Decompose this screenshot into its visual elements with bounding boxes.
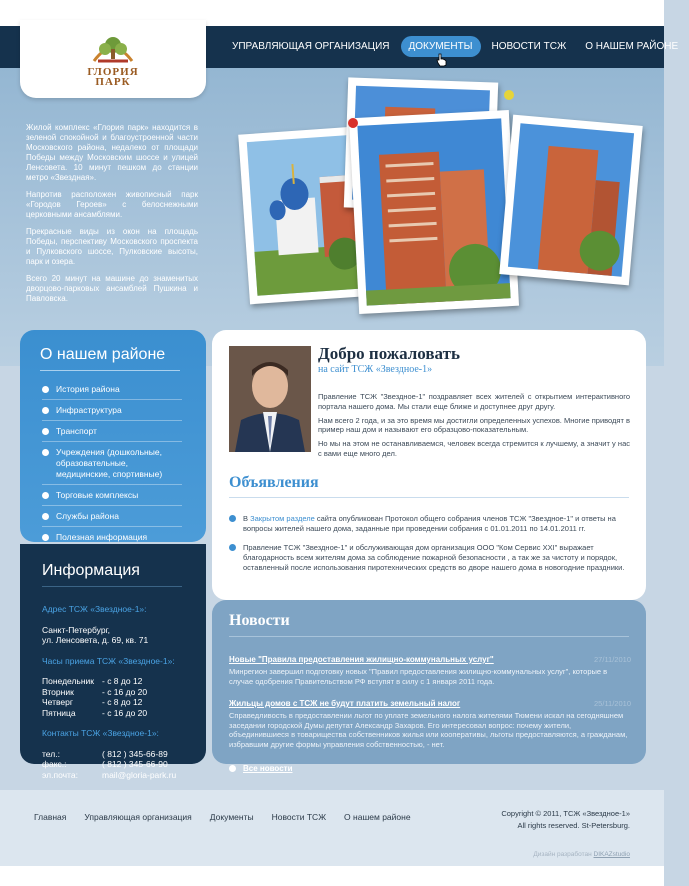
chairman-portrait-image: [229, 346, 311, 452]
divider: [42, 586, 182, 587]
nav-item-management[interactable]: УПРАВЛЯЮЩАЯ ОРГАНИЗАЦИЯ: [232, 41, 390, 52]
intro-text: [26, 123, 198, 311]
nav-item-documents[interactable]: ДОКУМЕНТЫ: [401, 36, 481, 57]
intro-paragraph: Напротив расположен живописный парк «Городов Героев» с белоснежными церковными ансамблями.: [26, 190, 198, 219]
footer-link-district[interactable]: О нашем районе: [344, 812, 411, 822]
hours-row: [42, 697, 192, 708]
contact-row: [42, 770, 192, 781]
district-menu: [42, 384, 182, 552]
address-street: ул. Ленсовета, д. 69, кв. 71: [42, 635, 149, 645]
footer-link-home[interactable]: Главная: [34, 812, 67, 822]
phone-value: ( 812 ) 345-66-89: [102, 748, 168, 759]
announcement-item: [229, 514, 631, 534]
all-news-link[interactable]: Все новости: [229, 764, 293, 773]
hours-day: Вторник: [42, 686, 74, 697]
footer-link-documents[interactable]: Документы: [209, 812, 254, 822]
sidebar-item-useful-info[interactable]: Полезная информация: [42, 532, 182, 547]
address-label: Адрес ТСЖ «Звездное-1»:: [42, 604, 147, 614]
news-header: [229, 699, 631, 709]
hours-row: [42, 708, 192, 719]
footer-link-news[interactable]: Новости ТСЖ: [271, 812, 327, 822]
contact-key: тел.:: [42, 748, 60, 759]
news-headline-link[interactable]: Новые "Правила предоставления жилищно-коммунальных услуг": [229, 655, 494, 664]
copyright: [480, 808, 630, 832]
main-building-image: [357, 118, 510, 305]
designer-credit: [480, 851, 630, 858]
nav-item-news[interactable]: НОВОСТИ ТСЖ: [491, 41, 567, 52]
welcome-text: [318, 392, 630, 463]
sidebar-item-institutions[interactable]: Учреждения (дошкольные, образовательные, медицинские, спортивные): [42, 447, 182, 485]
welcome-paragraph: Правление ТСЖ "Звездное-1" поздравляет всех жителей с открытием интерактивного портала нашего дома. Мы стали еще ближе и доступнее друг другу.: [318, 392, 630, 411]
hours-label: Часы приема ТСЖ «Звездное-1»:: [42, 655, 175, 666]
footer-bottom-strip: [0, 866, 664, 886]
footer-link-management[interactable]: Управляющая организация: [84, 812, 192, 822]
contact-key: факс.:: [42, 759, 67, 769]
photo-tower-right: [499, 115, 642, 286]
photo-tower-main: [349, 110, 519, 314]
contact-key: эл.почта:: [42, 769, 78, 780]
news-item: [229, 655, 631, 686]
sidebar-item-infrastructure[interactable]: Инфраструктура: [42, 405, 182, 421]
announcement-text: В: [243, 514, 249, 523]
announcement-text: сайта опубликован Протокол общего собрания членов ТСЖ "Звездное-1" и ответы на вопросы жителей нашего дома, заданные при проведении собрания с 01.01.2011 по 14.01.2011 гг.: [243, 514, 616, 533]
news-date: 27/11/2010: [594, 655, 631, 664]
hours-time: - с 16 до 20: [102, 707, 148, 718]
hand-cursor-icon: [436, 53, 448, 67]
sidebar-item-transport[interactable]: Транспорт: [42, 426, 182, 442]
right-building-image: [508, 123, 634, 276]
main-nav: [224, 36, 689, 57]
hours-row: [42, 676, 192, 687]
logo-text-line2: ПАРК: [95, 76, 131, 88]
logo-inner: [87, 31, 138, 87]
welcome-paragraph: Но мы на этом не останавливаемся, человек всегда стремится к лучшему, а значит у нас с вами еще много дел.: [318, 439, 630, 458]
news-title: Новости: [229, 612, 290, 629]
announcements-title: Объявления: [229, 474, 319, 491]
news-text: Минрегион завершил подготовку новых "Правил предоставления жилищно-коммунальных услуг", которые в случае одобрения Правительством РФ вступят в силу с 1 января 2011 года.: [229, 666, 608, 686]
announcement-item: [229, 543, 631, 572]
logo-text-line1: ГЛОРИЯ: [87, 66, 139, 78]
logo[interactable]: [20, 20, 206, 98]
news-item: [229, 699, 631, 750]
divider: [229, 497, 629, 498]
red-pin-icon: [348, 118, 358, 128]
divider: [40, 370, 180, 371]
intro-paragraph: Прекрасные виды из окон на площадь Победы, перспективу Московского проспекта и Пулковского шоссе, Пулковские высоты, парк и озера.: [26, 227, 198, 266]
footer-nav: [34, 812, 429, 822]
contact-row: [42, 749, 192, 760]
news-text: Справедливость в предоставлении льгот по уплате земельного налога жителями Тюмени искал на сегодняшнем заседании городской Думы депутат Александр Захаров. Его интересовал вопрос: почему жители, объединившиеся в товарищества собственников жилья или кооперативы, льготы предоставляются, а гражданам, избравшим другие формы управления собственностью, - нет.: [229, 710, 628, 750]
nav-item-district[interactable]: О НАШЕМ РАЙОНЕ: [585, 41, 679, 52]
fax-value: ( 812 ) 345-66-90: [102, 759, 168, 769]
intro-paragraph: Жилой комплекс «Глория парк» находится в зеленой спокойной и благоустроенной части Московского района, недалеко от площади Победы между Московским шоссе и улицей Ленсовета. 10 минут пешком до станции метро «Звездная».: [26, 123, 198, 182]
info-content: [42, 604, 192, 780]
welcome-title: Добро пожаловать: [318, 344, 460, 363]
hours-day: Четверг: [42, 697, 73, 707]
hours-day: Пятница: [42, 707, 76, 718]
copyright-line: Copyright © 2011, ТСЖ «Звездное-1»: [501, 809, 630, 818]
news-headline-link[interactable]: Жильцы домов с ТСЖ не будут платить земельный налог: [229, 699, 461, 708]
welcome-paragraph: Нам всего 2 года, и за это время мы достигли определенных успехов. Многие приводят в пример наш дом и называют его образцово-показательным.: [318, 415, 630, 435]
district-sidebar-title: О нашем районе: [40, 346, 166, 363]
divider: [229, 636, 629, 637]
news-date: 25/11/2010: [594, 699, 631, 708]
news-header: [229, 655, 631, 665]
address-city: Санкт-Петербург,: [42, 624, 110, 635]
closed-section-link[interactable]: Закрытом разделе: [250, 514, 315, 523]
contact-row: [42, 759, 192, 770]
email-link[interactable]: mail@gloria-park.ru: [102, 769, 177, 780]
copyright-line: All rights reserved. St-Petersburg.: [517, 821, 630, 830]
contacts-label: Контакты ТСЖ «Звездное-1»:: [42, 728, 159, 738]
announcement-text: Правление ТСЖ "Звездное-1" и обслуживающая дом организация ООО "Ком Сервис XXI" выражает благодарность всем жителям дома за соблюдение пожарной безопасности , а так же за чистоту и порядок, оставленный после использования пиротехнических средств во дворе нашего дома в новогодние праздники.: [243, 543, 625, 572]
hours-time: - с 16 до 20: [102, 686, 148, 697]
welcome-subtitle: на сайт ТСЖ «Звездное-1»: [318, 364, 433, 375]
sidebar-item-services[interactable]: Службы района: [42, 511, 182, 527]
hours-time: - с 8 до 12: [102, 676, 143, 686]
hours-time: - с 8 до 12: [102, 697, 143, 707]
intro-paragraph: Всего 20 минут на машине до знаменитых дворцово-парковых ансамблей Пушкина и Павловска.: [26, 274, 198, 303]
sidebar-item-shopping[interactable]: Торговые комплексы: [42, 490, 182, 506]
info-title: Информация: [42, 562, 140, 579]
sidebar-item-history[interactable]: История района: [42, 384, 182, 400]
designer-text: Дизайн разработан: [533, 851, 592, 858]
hours-row: [42, 687, 192, 698]
logo-crest-icon: [88, 31, 138, 67]
photo-collage: [236, 74, 656, 314]
chairman-photo: [229, 346, 311, 452]
designer-link[interactable]: DIKAZstudio: [593, 851, 630, 858]
yellow-pin-icon: [504, 90, 514, 100]
hours-day: Понедельник: [42, 676, 95, 686]
